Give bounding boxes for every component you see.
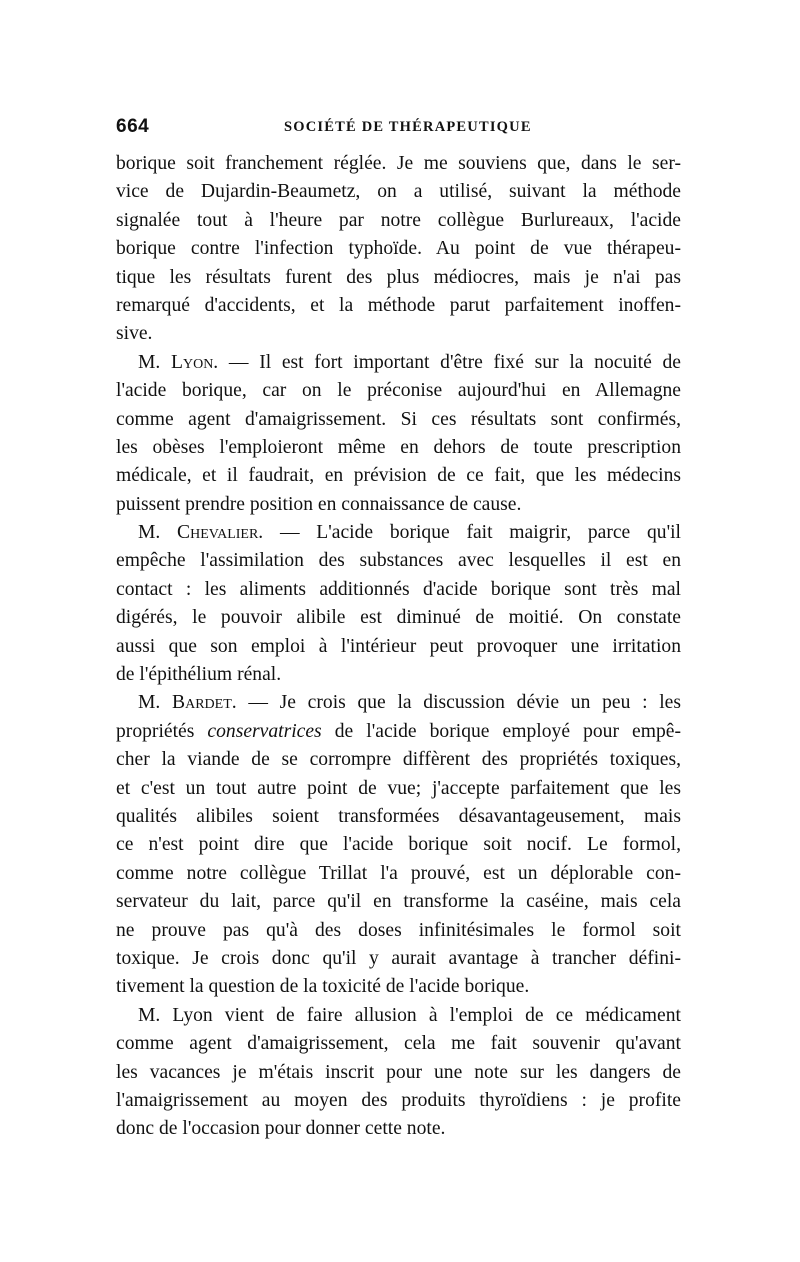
text-line: l'acide borique, car on le préconise aujourd'hui en Allemagne [116,380,681,402]
text-line: borique contre l'infection typhoïde. Au point de vue thérapeu- [116,238,681,260]
text-line: M. Lyon. — Il est fort important d'être fixé sur la nocuité de [138,351,682,373]
text-line: les vacances je m'étais inscrit pour une note sur les dangers de [116,1061,681,1083]
page-number: 664 [116,116,150,137]
text-line: ne prouve pas qu'à des doses infinitésimales le formol soit [116,919,681,941]
emphasis: conservatrices [207,720,322,742]
text-line: propriétés conservatrices de l'acide borique employé pour empê- [116,720,681,742]
text-line: signalée tout à l'heure par notre collègue Burlureaux, l'acide [116,209,681,231]
text-line: vice de Dujardin-Beaumetz, on a utilisé, suivant la méthode [116,181,681,203]
text-line: l'amaigrissement au moyen des produits thyroïdiens : je profite [116,1089,681,1111]
text-line: remarqué d'accidents, et la méthode parut parfaitement inoffen- [116,294,681,316]
running-title: SOCIÉTÉ DE THÉRAPEUTIQUE [284,119,532,135]
text-line: médicale, et il faudrait, en prévision de ce fait, que les médecins [116,465,681,487]
text-line: borique soit franchement réglée. Je me souviens que, dans le ser- [116,153,681,174]
text-line: digérés, le pouvoir alibile est diminué de moitié. On constate [116,607,681,629]
text-line: tivement la question de la toxicité de l'acide borique. [116,976,530,998]
text-line: puissent prendre position en connaissance de cause. [116,493,522,515]
text-line: M. Bardet. — Je crois que la discussion dévie un peu : les [138,692,681,714]
text-line: les obèses l'emploieront même en dehors de toute prescription [116,436,681,458]
text-line: comme notre collègue Trillat l'a prouvé, est un déplorable con- [116,862,681,884]
text-line: empêche l'assimilation des substances avec lesquelles il est en [116,550,681,572]
text-line: aussi que son emploi à l'intérieur peut provoquer une irritation [116,635,681,657]
speaker-name: M. Bardet. [138,692,237,714]
page-header [116,116,681,140]
text-line: sive. [116,323,153,345]
text-line: de l'épithélium rénal. [116,664,282,686]
text-line: ce n'est point dire que l'acide borique soit nocif. Le formol, [116,834,681,856]
speaker-name: M. Lyon. [138,351,219,373]
text-line: comme agent d'amaigrissement. Si ces résultats sont confirmés, [116,408,681,430]
text-line: qualités alibiles soient transformées désavantageusement, mais [116,805,681,827]
text-line: donc de l'occasion pour donner cette note. [116,1118,446,1140]
body-text [116,150,681,1144]
speaker-name: M. Chevalier. [138,522,264,544]
text-line: et c'est un tout autre point de vue; j'accepte parfaitement que les [116,777,681,799]
text-line: M. Chevalier. — L'acide borique fait maigrir, parce qu'il [138,522,681,544]
text-line: cher la viande de se corrompre diffèrent des propriétés toxiques, [116,749,681,771]
text-line: contact : les aliments additionnés d'acide borique sont très mal [116,578,681,600]
text-line: M. Lyon vient de faire allusion à l'emploi de ce médicament [138,1004,681,1026]
text-line: tique les résultats furent des plus médiocres, mais je n'ai pas [116,266,681,288]
text-line: toxique. Je crois donc qu'il y aurait avantage à trancher défini- [116,947,681,969]
text-line: servateur du lait, parce qu'il en transforme la caséine, mais cela [116,891,681,913]
text-line: comme agent d'amaigrissement, cela me fait souvenir qu'avant [116,1033,681,1055]
